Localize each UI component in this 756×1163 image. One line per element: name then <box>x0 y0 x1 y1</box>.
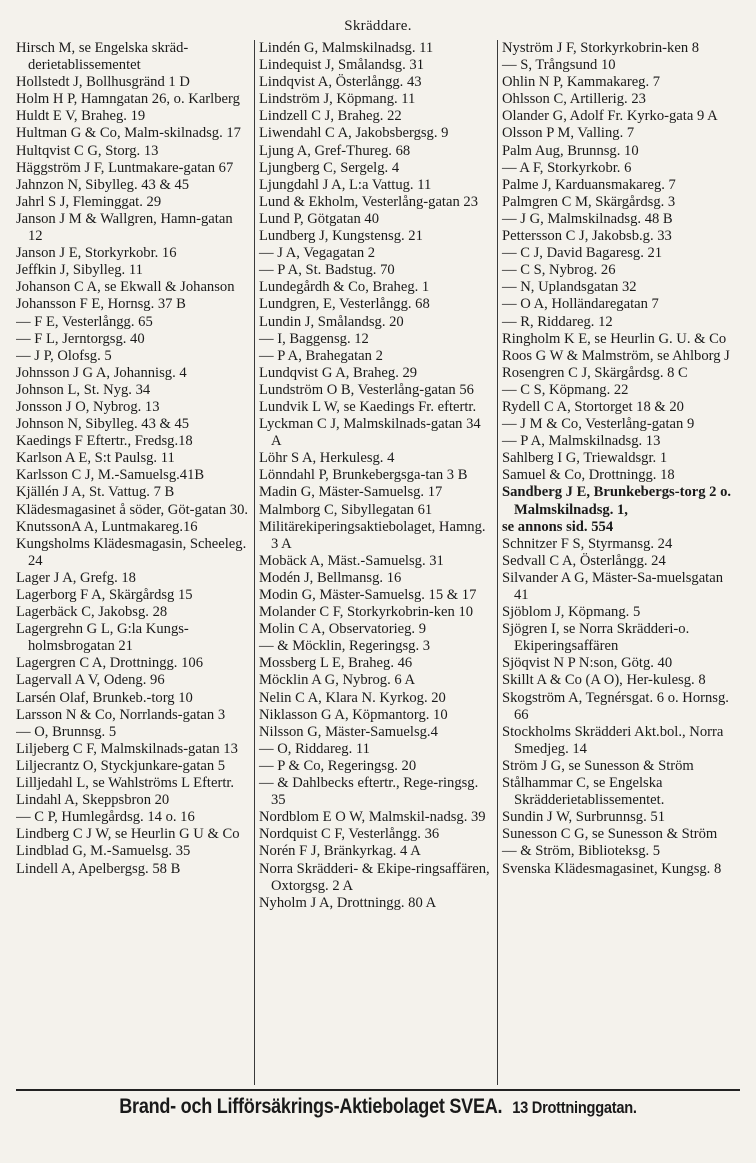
directory-entry: — N, Uplandsgatan 32 <box>502 279 637 296</box>
directory-entry: Karlson A E, S:t Paulsg. 11 <box>16 450 175 467</box>
directory-entry: Liljeberg C F, Malmskilnads-gatan 13 <box>16 740 238 757</box>
directory-entry: — & Dahlbecks eftertr., Rege-ringsg. 35 <box>259 775 482 809</box>
directory-entry: — C J, David Bagaresg. 21 <box>502 245 663 262</box>
directory-entry: — C P, Humlegårdsg. 14 o. 16 <box>16 809 195 826</box>
directory-entry: Ringholm K E, se Heurlin G. U. & Co <box>502 330 727 347</box>
directory-entry: — J M & Co, Vesterlång-gatan 9 <box>502 416 695 433</box>
directory-entry: Lindqvist A, Österlångg. 43 <box>259 74 422 91</box>
footer-divider <box>16 1089 740 1091</box>
footer-advertisement <box>53 1095 703 1119</box>
directory-entry: Modén J, Bellmansg. 16 <box>259 569 402 586</box>
directory-entry: Skogström A, Tegnérsgat. 6 o. Hornsg. 66 <box>502 689 733 723</box>
directory-entry: Kaedings F Eftertr., Fredsg.18 <box>16 433 193 450</box>
directory-entry: Johnson L, St. Nyg. 34 <box>16 381 151 398</box>
directory-entry: Sedvall C A, Österlångg. 24 <box>502 552 666 569</box>
directory-entry: Palme J, Karduansmakareg. 7 <box>502 176 676 193</box>
directory-entry: — J P, Olofsg. 5 <box>16 347 112 364</box>
directory-entry: Lilljedahl L, se Wahlströms L Eftertr. <box>16 775 235 792</box>
directory-entry: Johanson C A, se Ekwall & Johanson <box>16 279 235 296</box>
directory-entry: — O A, Holländaregatan 7 <box>502 296 659 313</box>
directory-entry: Nilsson G, Mäster-Samuelsg.4 <box>259 723 438 740</box>
directory-entry: Mobäck A, Mäst.-Samuelsg. 31 <box>259 552 444 569</box>
directory-columns <box>16 40 740 1085</box>
directory-entry: — J G, Malmskilnadsg. 48 B <box>502 210 673 227</box>
directory-entry: Sjögren I, se Norra Skrädderi-o. Ekiperingsaffären <box>502 621 693 655</box>
directory-entry: Lindblad G, M.-Samuelsg. 35 <box>16 843 191 860</box>
directory-entry: Lindström J, Köpmang. 11 <box>259 91 416 108</box>
directory-entry: Huldt E V, Braheg. 19 <box>16 108 146 125</box>
footer-company: Brand- och Lifförsäkrings-Aktiebolaget SVEA. <box>119 1095 503 1118</box>
directory-entry: Norén F J, Bränkyrkag. 4 A <box>259 843 421 860</box>
directory-entry: Möcklin A G, Nybrog. 6 A <box>259 672 416 689</box>
directory-entry: Rydell C A, Stortorget 18 & 20 <box>502 398 684 415</box>
directory-entry: Lindberg C J W, se Heurlin G U & Co <box>16 826 240 843</box>
directory-entry: Silvander A G, Mäster-Sa-muelsgatan 41 <box>502 569 727 603</box>
directory-entry: Olsson P M, Valling. 7 <box>502 125 635 142</box>
directory-entry: Hollstedt J, Bollhusgränd 1 D <box>16 74 190 91</box>
directory-entry: Jeffkin J, Sibylleg. 11 <box>16 262 143 279</box>
directory-entry: Sahlberg I G, Triewaldsgr. 1 <box>502 450 668 467</box>
directory-entry: — F L, Jerntorgsg. 40 <box>16 330 145 347</box>
directory-entry: Lönndahl P, Brunkebergsga-tan 3 B <box>259 467 468 484</box>
directory-entry: Palmgren C M, Skärgårdsg. 3 <box>502 193 676 210</box>
directory-entry: Janson J M & Wallgren, Hamn-gatan 12 <box>16 210 237 245</box>
directory-entry: Häggström J F, Luntmakare-gatan 67 <box>16 159 234 176</box>
directory-entry: Molander C F, Storkyrkobrin-ken 10 <box>259 604 474 621</box>
directory-entry: Jonsson J O, Nybrog. 13 <box>16 398 160 415</box>
directory-entry: Lyckman C J, Malmskilnads-gatan 34 A <box>259 416 484 450</box>
directory-entry: — & Ström, Biblioteksg. 5 <box>502 843 661 860</box>
directory-entry: — P A, Brahegatan 2 <box>259 347 383 364</box>
directory-entry: KnutssonA A, Luntmakareg.16 <box>16 518 198 535</box>
directory-entry: se annons sid. 554 <box>502 518 614 535</box>
directory-entry: Lindahl A, Skeppsbron 20 <box>16 792 170 809</box>
directory-entry: — R, Riddareg. 12 <box>502 313 613 330</box>
directory-entry: Svenska Klädesmagasinet, Kungsg. 8 <box>502 860 722 877</box>
directory-entry: Larsén Olaf, Brunkeb.-torg 10 <box>16 689 193 706</box>
directory-entry: Sjöblom J, Köpmang. 5 <box>502 604 641 621</box>
directory-entry: Samuel & Co, Drottningg. 18 <box>502 467 675 484</box>
column-1 <box>16 40 255 1085</box>
footer-address: 13 Drottninggatan. <box>512 1098 637 1117</box>
directory-entry: Hultman G & Co, Malm-skilnadsg. 17 <box>16 125 241 142</box>
directory-entry: Nyström J F, Storkyrkobrin-ken 8 <box>502 40 700 56</box>
directory-entry: Larsson N & Co, Norrlands-gatan 3 <box>16 706 226 723</box>
directory-entry: Modin G, Mäster-Samuelsg. 15 & 17 <box>259 587 477 603</box>
directory-entry: Lundström O B, Vesterlång-gatan 56 <box>259 381 474 398</box>
directory-entry: Schnitzer F S, Styrmansg. 24 <box>502 535 673 552</box>
directory-entry: Jahnzon N, Sibylleg. 43 & 45 <box>16 176 190 193</box>
directory-entry: Lundqvist G A, Braheg. 29 <box>259 364 418 381</box>
directory-entry: Militärekiperingsaktiebolaget, Hamng. 3 A <box>259 518 490 552</box>
directory-entry: Nordquist C F, Vesterlångg. 36 <box>259 826 440 843</box>
directory-entry: Lundegårdh & Co, Braheg. 1 <box>259 279 430 296</box>
directory-entry: — P A, Malmskilnadsg. 13 <box>502 433 661 450</box>
directory-entry: Lindén G, Malmskilnadsg. 11 <box>259 40 434 56</box>
directory-entry: Janson J E, Storkyrkobr. 16 <box>16 245 177 262</box>
directory-entry: Löhr S A, Herkulesg. 4 <box>259 450 395 467</box>
directory-entry: Norra Skrädderi- & Ekipe-ringsaffären, Oxtorgsg. 2 A <box>259 860 494 894</box>
directory-entry: — P & Co, Regeringsg. 20 <box>259 757 417 774</box>
directory-entry: Molin C A, Observatorieg. 9 <box>259 621 427 638</box>
directory-entry: Madin G, Mäster-Samuelsg. 17 <box>259 484 443 501</box>
directory-entry: Olander G, Adolf Fr. Kyrko-gata 9 A <box>502 108 718 125</box>
directory-entry: Lund P, Götgatan 40 <box>259 210 379 227</box>
directory-entry: Lagergrehn G L, G:la Kungs-holmsbrogatan 21 <box>16 621 189 655</box>
directory-entry: — O, Brunnsg. 5 <box>16 723 117 740</box>
directory-entry: Sandberg J E, Brunkebergs-torg 2 o. Malmskilnadsg. 1, <box>502 484 735 518</box>
directory-entry: Lindequist J, Smålandsg. 31 <box>259 57 424 74</box>
directory-entry: — C S, Köpmang. 22 <box>502 381 629 398</box>
directory-entry: Liwendahl C A, Jakobsbergsg. 9 <box>259 125 449 142</box>
column-3 <box>498 40 740 1085</box>
directory-entry: Klädesmagasinet å söder, Göt-gatan 30. <box>16 501 249 518</box>
directory-entry: — I, Baggensg. 12 <box>259 330 369 347</box>
directory-entry: Stockholms Skrädderi Akt.bol., Norra Smedjeg. 14 <box>502 723 727 757</box>
directory-entry: Stålhammar C, se Engelska Skrädderietablissementet. <box>502 775 667 809</box>
directory-entry: Nyholm J A, Drottningg. 80 A <box>259 894 437 911</box>
directory-entry: Mossberg L E, Braheg. 46 <box>259 655 413 672</box>
directory-entry: Lagerborg F A, Skärgårdsg 15 <box>16 587 193 603</box>
directory-entry: Lundin J, Smålandsg. 20 <box>259 313 404 330</box>
directory-entry: — A F, Storkyrkobr. 6 <box>502 159 632 176</box>
directory-entry: Lundvik L W, se Kaedings Fr. eftertr. <box>259 398 477 415</box>
directory-entry: Ohlsson C, Artillerig. 23 <box>502 91 646 108</box>
directory-entry: Pettersson C J, Jakobsb.g. 33 <box>502 228 672 245</box>
directory-entry: Lund & Ekholm, Vesterlång-gatan 23 <box>259 193 478 210</box>
directory-entry: — F E, Vesterlångg. 65 <box>16 313 153 330</box>
directory-entry: Jahrl S J, Fleminggat. 29 <box>16 193 162 210</box>
directory-entry: Kjällén J A, St. Vattug. 7 B <box>16 484 175 501</box>
directory-entry: Holm H P, Hamngatan 26, o. Karlberg <box>16 91 240 108</box>
directory-entry: Ljung A, Gref-Thureg. 68 <box>259 142 411 159</box>
directory-entry: — S, Trångsund 10 <box>502 57 616 74</box>
directory-entry: Roos G W & Malmström, se Ahlborg J <box>502 347 730 364</box>
directory-entry: Johansson F E, Hornsg. 37 B <box>16 296 186 313</box>
directory-entry: Sundin J W, Surbrunnsg. 51 <box>502 809 665 826</box>
directory-entry: Ström J G, se Sunesson & Ström <box>502 757 694 774</box>
directory-entry: Johnson N, Sibylleg. 43 & 45 <box>16 416 190 433</box>
directory-entry: Lindzell C J, Braheg. 22 <box>259 108 402 125</box>
directory-entry: Kungsholms Klädesmagasin, Scheeleg. 24 <box>16 535 250 569</box>
directory-entry: Nordblom E O W, Malmskil-nadsg. 39 <box>259 809 486 826</box>
directory-entry: Lagergren C A, Drottningg. 106 <box>16 655 203 672</box>
directory-entry: Niklasson G A, Köpmantorg. 10 <box>259 706 448 723</box>
directory-entry: Ljungdahl J A, L:a Vattug. 11 <box>259 176 432 193</box>
directory-entry: Ljungberg C, Sergelg. 4 <box>259 159 400 176</box>
directory-entry: — C S, Nybrog. 26 <box>502 262 616 279</box>
directory-entry: — O, Riddareg. 11 <box>259 740 370 757</box>
directory-entry: Nelin C A, Klara N. Kyrkog. 20 <box>259 689 446 706</box>
directory-entry: Lagerbäck C, Jakobsg. 28 <box>16 604 168 621</box>
directory-entry: Liljecrantz O, Styckjunkare-gatan 5 <box>16 757 226 774</box>
directory-entry: Skillt A & Co (A O), Her-kulesg. 8 <box>502 672 706 689</box>
directory-entry: — P A, St. Badstug. 70 <box>259 262 395 279</box>
directory-entry: Lagervall A V, Odeng. 96 <box>16 672 165 689</box>
directory-entry: Hultqvist C G, Storg. 13 <box>16 142 159 159</box>
directory-entry: Ohlin N P, Kammakareg. 7 <box>502 74 661 91</box>
page-title: Skräddare. <box>344 18 412 34</box>
directory-entry: Sunesson C G, se Sunesson & Ström <box>502 826 718 843</box>
directory-entry: Lundberg J, Kungstensg. 21 <box>259 228 423 245</box>
directory-entry: Hirsch M, se Engelska skräd-derietablissementet <box>16 40 189 74</box>
directory-entry: Lager J A, Grefg. 18 <box>16 569 136 586</box>
directory-entry: Lindell A, Apelbergsg. 58 B <box>16 860 181 877</box>
directory-entry: Sjöqvist N P N:son, Götg. 40 <box>502 655 673 672</box>
directory-entry: Lundgren, E, Vesterlångg. 68 <box>259 296 430 313</box>
directory-entry: — & Möcklin, Regeringsg. 3 <box>259 638 431 655</box>
directory-entry: Karlsson C J, M.-Samuelsg.41B <box>16 467 205 484</box>
directory-entry: Palm Aug, Brunnsg. 10 <box>502 142 639 159</box>
directory-entry: Johnsson J G A, Johannisg. 4 <box>16 364 187 381</box>
directory-entry: — J A, Vegagatan 2 <box>259 245 376 262</box>
directory-entry: Rosengren C J, Skärgårdsg. 8 C <box>502 364 688 381</box>
directory-entry: Malmborg C, Sibyllegatan 61 <box>259 501 433 518</box>
column-2 <box>255 40 498 1085</box>
